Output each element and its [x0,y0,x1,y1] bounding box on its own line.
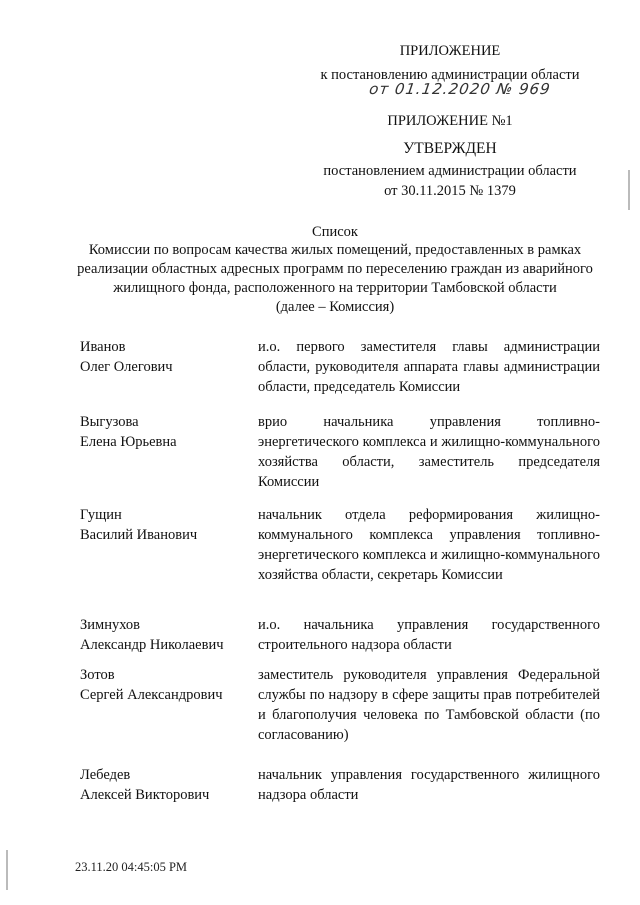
title-line-2: реализации областных адресных программ по переселению граждан из аварийного [77,261,593,277]
scan-edge-mark [628,170,630,210]
member-name [80,337,250,377]
member-role: и.о. первого заместителя главы администрации области, руководителя аппарата главы администрации области, председатель Комиссии [258,339,600,395]
member-given-names: Алексей Викторович [80,787,210,803]
title-line-3: жилищного фонда, расположенного на территории Тамбовской области [113,280,557,296]
member-role: и.о. начальника управления государственного строительного надзора области [258,617,600,653]
member-given-names: Василий Иванович [80,527,198,543]
member-surname: Лебедев [80,767,131,783]
member-given-names: Олег Олегович [80,359,173,375]
member-surname: Иванов [80,339,126,355]
member-surname: Зотов [80,667,115,683]
member-name [80,765,250,805]
member-role: начальник управления государственного жилищного надзора области [258,767,600,803]
member-surname: Выгузова [80,414,139,430]
member-role: начальник отдела реформирования жилищно-коммунального комплекса управления топливно-энергетического комплекса и жилищно-коммунального хозяйства области, секретарь Комиссии [258,507,600,583]
print-timestamp: 23.11.20 04:45:05 PM [75,860,188,874]
title-line-4: (далее – Комиссия) [275,299,395,315]
member-given-names: Сергей Александрович [80,687,223,703]
member-name [80,505,250,545]
member-name [80,412,250,452]
member-name [80,665,250,705]
appendix-1-heading: ПРИЛОЖЕНИЕ №1 [387,113,513,129]
approved-date-line: от 30.11.2015 № 1379 [384,183,516,199]
member-given-names: Елена Юрьевна [80,434,177,450]
member-surname: Зимнухов [80,617,141,633]
appendix-heading: ПРИЛОЖЕНИЕ [399,43,501,59]
member-name [80,615,250,655]
title-line-1: Комиссии по вопросам качества жилых помещений, предоставленных в рамках [88,242,582,258]
approved-by-line: постановлением администрации области [323,163,577,179]
scan-edge-mark [6,850,8,890]
to-resolution-line: к постановлению администрации области [320,67,580,83]
approved-heading: УТВЕРЖДЕН [403,140,497,157]
member-role: врио начальника управления топливно-энергетического комплекса и жилищно-коммунального хозяйства области, заместитель председателя Комиссии [258,414,600,490]
member-surname: Гущин [80,507,122,523]
member-role: заместитель руководителя управления Федеральной службы по надзору в сфере защиты прав потребителей и благополучия человека по Тамбовской области (по согласованию) [258,667,600,743]
member-given-names: Александр Николаевич [80,637,224,653]
list-title: Список [312,224,358,240]
handwritten-date-number: от 01.12.2020 № 969 [368,80,552,98]
